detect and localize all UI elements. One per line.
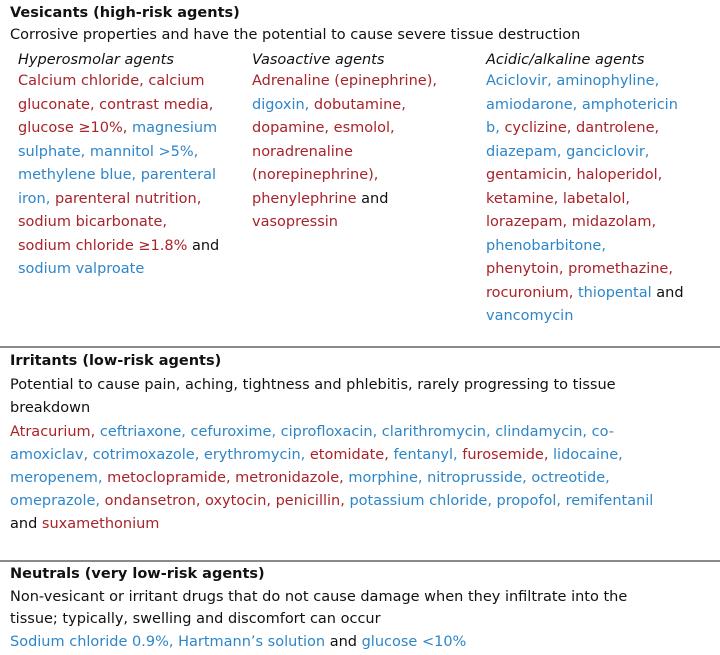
- neutrals-description-line: Non-vesicant or irritant drugs that do not cause damage when they infiltrate into the: [10, 589, 628, 605]
- drug-names: Atracurium,: [10, 424, 100, 440]
- drug-names: digoxin,: [252, 96, 314, 113]
- drug-list-line: [10, 421, 653, 444]
- neutrals-heading: Neutrals (very low-risk agents): [10, 566, 265, 582]
- connector-text: and: [187, 237, 220, 254]
- neutrals-section: [0, 562, 720, 655]
- drug-list-line: [252, 188, 437, 212]
- irritants-section: [0, 348, 720, 560]
- hyperosmolar-heading: Hyperosmolar agents: [18, 52, 174, 68]
- drug-list-line: [252, 117, 437, 141]
- drug-names: dopamine, esmolol,: [252, 120, 395, 136]
- drug-names: dobutamine,: [313, 96, 406, 113]
- drug-names: vancomycin: [486, 308, 574, 324]
- drug-list-line: [486, 164, 684, 188]
- drug-list-line: [252, 164, 437, 188]
- drug-names: ceftriaxone, cefuroxime, ciprofloxacin, clarithromycin, clindamycin, co-: [99, 424, 614, 440]
- vesicants-description: Corrosive properties and have the potential to cause severe tissue destruction: [10, 27, 581, 43]
- drug-list-line: [10, 444, 653, 467]
- connector-text: and: [325, 634, 362, 650]
- drug-names: lidocaine,: [553, 447, 623, 463]
- drug-list-line: [252, 94, 437, 118]
- drug-list-line: [18, 211, 219, 235]
- drug-list-line: [10, 490, 653, 513]
- drug-names: furosemide,: [462, 447, 554, 463]
- drug-names: sodium bicarbonate,: [18, 214, 168, 230]
- drug-list-line: [252, 211, 437, 235]
- hyperosmolar-column: [18, 50, 219, 282]
- drug-list-line: [10, 467, 653, 490]
- irritants-description-line: Potential to cause pain, aching, tightness and phlebitis, rarely progressing to tissue: [10, 377, 616, 393]
- drug-names: etomidate,: [309, 447, 394, 463]
- connector-text: and: [10, 516, 42, 532]
- drug-names: sodium valproate: [18, 261, 145, 277]
- drug-list-line: [486, 94, 684, 118]
- drug-names: diazepam, ganciclovir,: [486, 143, 650, 160]
- drug-names: suxamethonium: [41, 516, 160, 532]
- acidic-alkaline-drug-list: [486, 70, 684, 329]
- drug-names: ketamine, labetalol,: [486, 190, 631, 207]
- connector-text: and: [651, 284, 684, 301]
- hyperosmolar-drug-list: [18, 70, 219, 282]
- drug-list-line: [486, 141, 684, 165]
- drug-names: phenytoin, promethazine,: [486, 261, 673, 277]
- drug-list-line: [18, 164, 219, 188]
- drug-names: morphine, nitroprusside, octreotide,: [348, 470, 610, 486]
- drug-names: Sodium chloride 0.9%, Hartmann’s solution: [10, 634, 326, 650]
- drug-list-line: [10, 631, 466, 654]
- drug-names: thiopental: [577, 284, 652, 301]
- neutrals-description-line: tissue; typically, swelling and discomfort can occur: [10, 611, 381, 627]
- connector-text: and: [356, 190, 389, 207]
- drug-list-line: [10, 513, 653, 536]
- drug-names: vasopressin: [252, 214, 338, 230]
- drug-list-line: [252, 70, 437, 94]
- irritants-description-line: breakdown: [10, 400, 91, 416]
- drug-list-line: [18, 141, 219, 165]
- neutrals-drug-list: [10, 631, 466, 654]
- drug-names: cyclizine, dantrolene,: [504, 120, 660, 136]
- drug-list-line: [18, 117, 219, 141]
- drug-names: lorazepam, midazolam,: [486, 214, 657, 230]
- drug-list-line: [486, 235, 684, 259]
- drug-names: magnesium: [131, 120, 218, 136]
- drug-names: gentamicin, haloperidol,: [486, 167, 663, 183]
- drug-names: iron,: [18, 190, 55, 207]
- drug-names: metoclopramide, metronidazole,: [107, 470, 349, 486]
- drug-names: noradrenaline: [252, 143, 353, 160]
- drug-list-line: [486, 117, 684, 141]
- drug-names: glucose ≥10%,: [18, 120, 132, 136]
- drug-names: amiodarone, amphotericin: [486, 96, 678, 113]
- drug-names: ondansetron, oxytocin, penicillin,: [104, 493, 350, 509]
- acidic-alkaline-heading: Acidic/alkaline agents: [486, 52, 645, 68]
- acidic-alkaline-column: [486, 50, 684, 329]
- drug-names: sulphate, mannitol >5%,: [18, 143, 199, 160]
- drug-list-line: [18, 70, 219, 94]
- drug-names: Adrenaline (epinephrine),: [252, 73, 437, 89]
- drug-names: gluconate, contrast media,: [18, 96, 214, 113]
- drug-list-line: [486, 211, 684, 235]
- drug-names: sodium chloride ≥1.8%: [18, 237, 188, 254]
- drug-list-line: [486, 305, 684, 329]
- drug-names: potassium chloride, propofol, remifentanil: [349, 493, 654, 509]
- drug-names: rocuronium,: [486, 284, 578, 301]
- drug-list-line: [252, 141, 437, 165]
- drug-names: phenylephrine: [252, 190, 357, 207]
- drug-names: phenobarbitone,: [486, 237, 606, 254]
- drug-names: glucose <10%: [361, 634, 467, 650]
- drug-list-line: [18, 258, 219, 282]
- vasoactive-drug-list: [252, 70, 437, 235]
- irritants-drug-list: [10, 421, 653, 536]
- drug-names: fentanyl,: [393, 447, 463, 463]
- drug-list-line: [486, 282, 684, 306]
- drug-names: Calcium chloride, calcium: [18, 73, 205, 89]
- drug-list-line: [18, 188, 219, 212]
- drug-names: amoxiclav, cotrimoxazole, erythromycin,: [10, 447, 310, 463]
- drug-names: meropenem,: [10, 470, 108, 486]
- drug-list-line: [18, 94, 219, 118]
- vesicants-heading: Vesicants (high-risk agents): [10, 5, 240, 21]
- drug-names: (norepinephrine),: [252, 167, 379, 183]
- drug-list-line: [18, 235, 219, 259]
- drug-names: omeprazole,: [10, 493, 105, 509]
- drug-names: parenteral nutrition,: [54, 190, 202, 207]
- drug-names: Aciclovir, aminophyline,: [486, 73, 660, 89]
- vasoactive-heading: Vasoactive agents: [252, 52, 385, 68]
- drug-list-line: [486, 258, 684, 282]
- drug-names: methylene blue, parenteral: [18, 167, 217, 183]
- vasoactive-column: [252, 50, 437, 235]
- drug-names: b,: [486, 120, 505, 136]
- drug-list-line: [486, 188, 684, 212]
- drug-list-line: [486, 70, 684, 94]
- irritants-heading: Irritants (low-risk agents): [10, 353, 222, 369]
